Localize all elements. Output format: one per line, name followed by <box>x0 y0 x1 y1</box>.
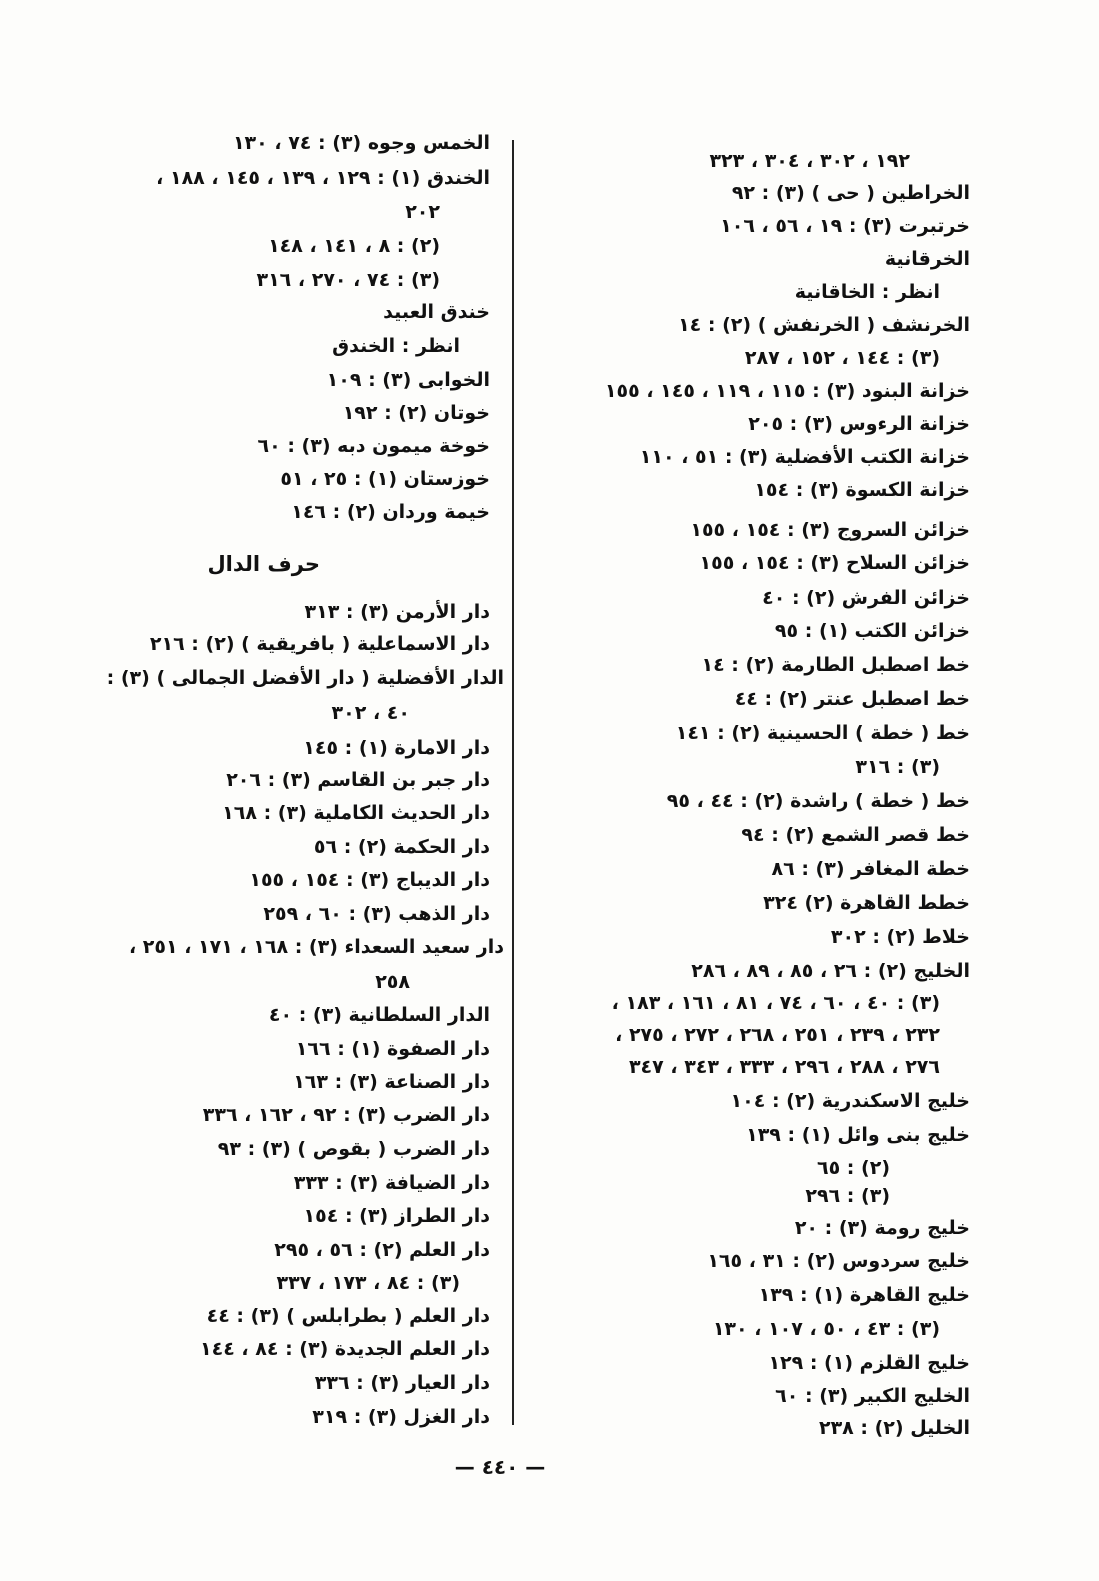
index-entry: خيمة وردان (٢) : ١٤٦ <box>291 501 490 523</box>
index-entry: خليج الاسكندرية (٢) : ١٠٤ <box>730 1090 970 1112</box>
index-entry: خط اصطبل الطارمة (٢) : ١٤ <box>701 654 970 676</box>
index-entry: الخليل (٢) : ٢٣٨ <box>818 1417 970 1439</box>
index-entry: دار العيار (٣) : ٣٣٦ <box>314 1372 490 1394</box>
index-entry: ٤٠ ، ٣٠٢ <box>331 702 410 724</box>
index-entry: خوزستان (١) : ٢٥ ، ٥١ <box>280 468 490 490</box>
index-entry: خليج القلزم (١) : ١٢٩ <box>768 1352 970 1374</box>
index-entry: دار الاسماعلية ( بافريقية ) (٢) : ٢١٦ <box>149 633 490 655</box>
index-entry: خليج القاهرة (١) : ١٣٩ <box>758 1284 970 1306</box>
index-entry: (٣) : ٣١٦ <box>855 756 940 778</box>
index-entry: دار الامارة (١) : ١٤٥ <box>303 737 490 759</box>
index-entry: خزانة الكتب الأفضلية (٣) : ٥١ ، ١١٠ <box>639 446 970 468</box>
index-entry: (٣) : ٢٩٦ <box>805 1185 890 1207</box>
index-entry: خليج بنى وائل (١) : ١٣٩ <box>746 1124 970 1146</box>
index-entry: دار الصناعة (٣) : ١٦٣ <box>293 1071 490 1093</box>
index-entry: دار الحكمة (٢) : ٥٦ <box>313 836 490 858</box>
index-entry: (٣) : ٤٣ ، ٥٠ ، ١٠٧ ، ١٣٠ <box>712 1318 940 1340</box>
index-entry: خزائن السلاح (٣) : ١٥٤ ، ١٥٥ <box>699 552 970 574</box>
index-entry: دار العلم (٢) : ٥٦ ، ٢٩٥ <box>274 1239 490 1261</box>
index-entry: الخرقانية <box>884 248 970 270</box>
index-entry: (٣) : ٨٤ ، ١٧٣ ، ٣٣٧ <box>276 1272 460 1294</box>
index-entry: (٣) : ١٤٤ ، ١٥٢ ، ٢٨٧ <box>744 347 940 369</box>
index-entry: ٢٧٦ ، ٢٨٨ ، ٢٩٦ ، ٣٣٣ ، ٣٤٣ ، ٣٤٧ <box>628 1056 940 1078</box>
index-entry: دار الغزل (٣) : ٣١٩ <box>312 1406 490 1428</box>
index-entry: الدار الأفضلية ( دار الأفضل الجمالى ) (٣) : <box>106 667 504 689</box>
index-entry: خليج رومة (٣) : ٢٠ <box>794 1217 970 1239</box>
index-entry: دار جبر بن القاسم (٣) : ٢٠٦ <box>226 769 490 791</box>
index-entry: خوخة ميمون دبه (٣) : ٦٠ <box>257 435 490 457</box>
index-entry: الدار السلطانية (٣) : ٤٠ <box>268 1004 490 1026</box>
index-entry: (٢) : ٨ ، ١٤١ ، ١٤٨ <box>268 235 440 257</box>
index-entry: دار الأرمن (٣) : ٣١٣ <box>304 601 490 623</box>
index-entry: الخليج الكبير (٣) : ٦٠ <box>775 1385 970 1407</box>
index-entry: خزائن الكتب (١) : ٩٥ <box>774 620 970 642</box>
index-entry: ٢٥٨ <box>375 971 410 993</box>
index-entry: دار الصفوة (١) : ١٦٦ <box>295 1038 490 1060</box>
index-entry: خطة المغافر (٣) : ٨٦ <box>771 858 970 880</box>
index-entry: خطط القاهرة (٢) ٣٢٤ <box>763 892 970 914</box>
index-entry: دار الذهب (٣) : ٦٠ ، ٢٥٩ <box>263 903 490 925</box>
index-entry: دار العلم ( بطرابلس ) (٣) : ٤٤ <box>206 1305 490 1327</box>
index-entry: خط قصر الشمع (٢) : ٩٤ <box>741 824 970 846</box>
index-entry: ١٩٢ ، ٣٠٢ ، ٣٠٤ ، ٣٢٣ <box>709 150 910 172</box>
index-entry: دار الضيافة (٣) : ٣٣٣ <box>293 1172 490 1194</box>
index-entry: خط ( خطة ) الحسينية (٢) : ١٤١ <box>675 722 970 744</box>
index-entry: خرتبرت (٣) : ١٩ ، ٥٦ ، ١٠٦ <box>720 215 970 237</box>
index-entry: خط اصطبل عنتر (٢) : ٤٤ <box>734 688 970 710</box>
index-entry: دار الديباج (٣) : ١٥٤ ، ١٥٥ <box>249 869 490 891</box>
index-entry: خلاط (٢) : ٣٠٢ <box>830 926 970 948</box>
index-entry: خط ( خطة ) راشدة (٢) : ٤٤ ، ٩٥ <box>666 790 970 812</box>
index-entry: (٣) : ٤٠ ، ٦٠ ، ٧٤ ، ٨١ ، ١٦١ ، ١٨٣ ، <box>611 992 940 1014</box>
index-entry: دار الحديث الكاملية (٣) : ١٦٨ <box>222 802 490 824</box>
index-entry: انظر : الخندق <box>332 335 460 357</box>
index-entry: دار الضرب ( بقوص ) (٣) : ٩٣ <box>217 1138 490 1160</box>
index-entry: انظر : الخاقانية <box>794 281 940 303</box>
index-entry: ٢٣٢ ، ٢٣٩ ، ٢٥١ ، ٢٦٨ ، ٢٧٢ ، ٢٧٥ ، <box>615 1024 940 1046</box>
index-entry: دار سعيد السعداء (٣) : ١٦٨ ، ١٧١ ، ٢٥١ ، <box>128 936 504 958</box>
index-entry: دار الضرب (٣) : ٩٢ ، ١٦٢ ، ٣٣٦ <box>202 1104 490 1126</box>
index-entry: (٢) : ٦٥ <box>816 1157 890 1179</box>
index-entry: دار الطراز (٣) : ١٥٤ <box>303 1205 490 1227</box>
index-entry: الخرنشف ( الخرنفش ) (٢) : ١٤ <box>678 314 970 336</box>
index-entry: خزائن السروج (٣) : ١٥٤ ، ١٥٥ <box>690 519 970 541</box>
index-entry: خوتان (٢) : ١٩٢ <box>342 402 490 424</box>
index-entry: (٣) : ٧٤ ، ٢٧٠ ، ٣١٦ <box>256 269 440 291</box>
index-entry: الخوابى (٣) : ١٠٩ <box>326 369 490 391</box>
index-entry: خزانة الكسوة (٣) : ١٥٤ <box>754 479 970 501</box>
index-entry: الخمس وجوه (٣) : ٧٤ ، ١٣٠ <box>232 132 490 154</box>
index-entry: دار العلم الجديدة (٣) : ٨٤ ، ١٤٤ <box>200 1338 490 1360</box>
section-heading: حرف الدال <box>207 552 320 576</box>
index-entry: خزانة الرءوس (٣) : ٢٠٥ <box>748 413 970 435</box>
index-entry: خليج سردوس (٢) : ٣١ ، ١٦٥ <box>707 1250 970 1272</box>
index-entry: الخليج (٢) : ٢٦ ، ٨٥ ، ٨٩ ، ٢٨٦ <box>691 960 970 982</box>
column-divider <box>512 140 514 1425</box>
page-number: — ٤٤٠ — <box>454 1455 546 1479</box>
index-entry: خزائن الفرش (٢) : ٤٠ <box>762 587 970 609</box>
index-entry: خندق العبيد <box>383 301 490 323</box>
index-entry: الخندق (١) : ١٢٩ ، ١٣٩ ، ١٤٥ ، ١٨٨ ، <box>156 167 490 189</box>
index-entry: الخراطين ( حى ) (٣) : ٩٢ <box>731 182 970 204</box>
index-entry: خزانة البنود (٣) : ١١٥ ، ١١٩ ، ١٤٥ ، ١٥٥ <box>604 380 970 402</box>
index-entry: ٢٠٢ <box>405 201 440 223</box>
